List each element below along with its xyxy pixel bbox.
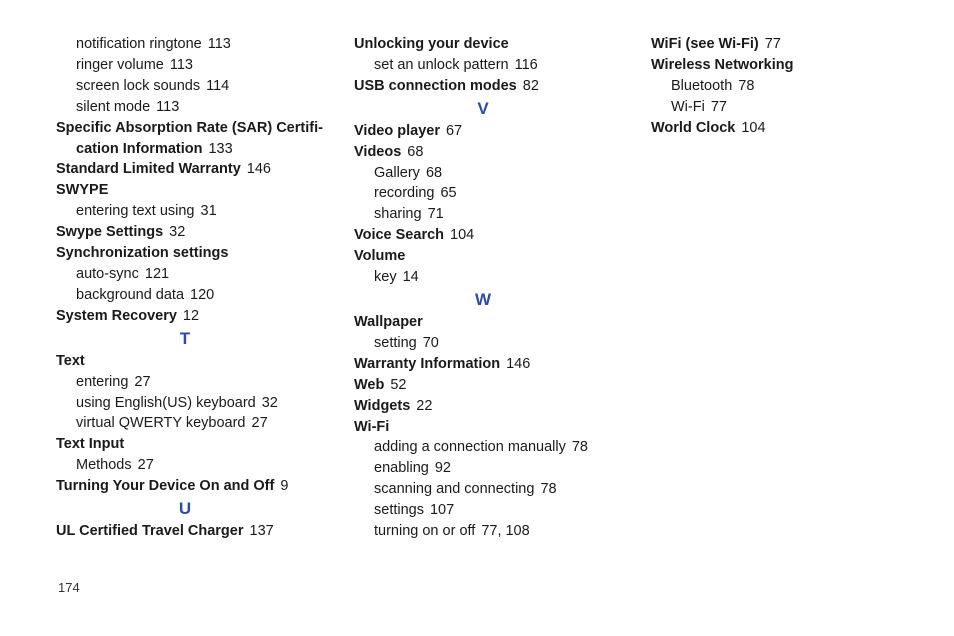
index-entry: [56, 180, 331, 201]
entry-page-ref[interactable]: 120: [190, 286, 215, 303]
entry-text: ringer volume: [76, 56, 164, 73]
index-entry: [354, 121, 629, 142]
index-subentry: [354, 163, 629, 184]
entry-text: USB connection modes: [354, 77, 517, 94]
entry-text: recording: [374, 185, 435, 202]
entry-text: virtual QWERTY keyboard: [76, 415, 246, 432]
entry-text: background data: [76, 286, 185, 303]
entry-text: Web: [354, 376, 385, 393]
index-subentry: [354, 437, 629, 458]
entry-text: key: [374, 269, 397, 286]
entry-text: scanning and connecting: [374, 481, 535, 498]
entry-text: Wallpaper: [354, 313, 423, 330]
entry-text: Methods: [76, 457, 132, 474]
index-subentry: [651, 76, 926, 97]
entry-page-ref[interactable]: 70: [422, 334, 439, 351]
entry-text: Turning Your Device On and Off: [56, 478, 275, 495]
entry-text: Warranty Information: [354, 355, 501, 372]
entry-page-ref[interactable]: 116: [514, 56, 538, 73]
entry-text: auto-sync: [76, 265, 139, 282]
entry-page-ref[interactable]: 52: [390, 376, 407, 393]
entry-text: WiFi (see Wi-Fi): [651, 36, 759, 52]
section-letter: T: [179, 328, 191, 348]
entry-text: Standard Limited Warranty: [56, 161, 241, 178]
entry-page-ref[interactable]: 32: [169, 224, 186, 241]
section-letter: W: [474, 289, 492, 309]
index-subentry: [354, 267, 629, 288]
entry-page-ref[interactable]: 27: [137, 457, 154, 474]
index-subentry: [354, 333, 629, 354]
entry-text: Volume: [354, 248, 406, 265]
section-letter: U: [178, 499, 192, 519]
index-entry: [56, 476, 331, 497]
entry-page-ref[interactable]: 27: [134, 373, 151, 390]
entry-page-ref[interactable]: 107: [429, 502, 455, 519]
index-entry: [56, 306, 331, 327]
index-entry: [354, 417, 629, 438]
entry-text: Text: [56, 352, 85, 369]
index-subentry: [56, 97, 331, 118]
entry-page-ref[interactable]: 104: [450, 227, 475, 244]
entry-page-ref[interactable]: 71: [427, 206, 444, 223]
index-entry: [354, 34, 629, 55]
index-subentry: [354, 521, 629, 542]
index-entry: [651, 34, 926, 55]
index-subentry: [354, 55, 629, 76]
entry-text: Voice Search: [354, 227, 445, 244]
page-number: 174: [58, 580, 80, 595]
index-entry: [354, 396, 629, 417]
entry-page-ref[interactable]: 12: [182, 307, 200, 324]
index-subentry: [56, 393, 331, 414]
entry-text: Gallery: [374, 164, 420, 181]
index-entry: [651, 118, 926, 139]
entry-text: Video player: [354, 122, 440, 139]
index-subentry: [56, 455, 331, 476]
entry-text: Wireless Networking: [651, 56, 794, 73]
entry-text: enabling: [374, 460, 429, 477]
entry-text: Swype Settings: [56, 224, 164, 241]
index-entry: [56, 521, 331, 542]
entry-page-ref[interactable]: 92: [434, 460, 451, 477]
entry-page-ref[interactable]: 78: [571, 439, 588, 456]
entry-page-ref[interactable]: 137: [249, 523, 274, 540]
index-subentry: [56, 201, 331, 222]
entry-page-ref[interactable]: 113: [169, 56, 193, 73]
index-entry: [651, 55, 926, 76]
entry-page-ref[interactable]: 133: [208, 140, 233, 157]
index-subentry: [56, 264, 331, 285]
entry-text: cation Information: [76, 140, 203, 157]
entry-page-ref[interactable]: 67: [445, 122, 463, 139]
index-entry: [354, 225, 629, 246]
entry-page-ref[interactable]: 146: [506, 355, 531, 372]
entry-page-ref[interactable]: 146: [246, 161, 271, 178]
entry-text: Widgets: [354, 397, 411, 414]
index-entry: [354, 354, 629, 375]
index-subentry: [354, 500, 629, 521]
index-entry: [56, 222, 331, 243]
entry-page-ref[interactable]: 78: [738, 77, 755, 94]
entry-text: turning on or off: [374, 523, 476, 540]
entry-text: entering: [76, 373, 129, 390]
entry-page-ref[interactable]: 32: [261, 394, 278, 411]
entry-text: using English(US) keyboard: [76, 394, 256, 411]
index-entry: [56, 139, 331, 160]
entry-page-ref[interactable]: 68: [407, 143, 424, 160]
index-subentry: [354, 204, 629, 225]
index-entry: [354, 142, 629, 163]
entry-page-ref[interactable]: 77: [764, 36, 781, 52]
entry-text: set an unlock pattern: [374, 56, 509, 73]
index-subentry: [651, 97, 926, 118]
index-entry: [354, 312, 629, 333]
index-subentry: [354, 458, 629, 479]
index-entry: [56, 159, 331, 180]
index-subentry: [56, 34, 331, 55]
entry-text: sharing: [374, 206, 422, 223]
index-subentry: [354, 183, 629, 204]
entry-page-ref[interactable]: 9: [280, 478, 289, 495]
entry-text: Bluetooth: [671, 77, 733, 94]
index-subentry: [56, 372, 331, 393]
entry-text: adding a connection manually: [374, 439, 566, 456]
entry-page-ref[interactable]: 14: [402, 269, 419, 286]
entry-page-ref[interactable]: 78: [540, 481, 557, 498]
entry-page-ref[interactable]: 27: [251, 415, 268, 432]
index-subentry: [56, 76, 331, 97]
entry-text: System Recovery: [56, 307, 177, 324]
entry-text: Videos: [354, 143, 402, 160]
entry-page-ref[interactable]: 22: [416, 397, 433, 414]
entry-page-ref[interactable]: 104: [741, 119, 766, 136]
entry-text: Unlocking your device: [354, 36, 509, 52]
entry-text: setting: [374, 334, 417, 351]
entry-text: SWYPE: [56, 182, 109, 199]
entry-text: Specific Absorption Rate (SAR) Certifi-: [56, 119, 323, 136]
index-subentry: [354, 479, 629, 500]
entry-page-ref[interactable]: 65: [440, 185, 457, 202]
index-column-1: [56, 34, 331, 542]
index-subentry: [56, 55, 331, 76]
entry-page-ref[interactable]: 114: [206, 77, 230, 94]
entry-page-ref[interactable]: 77: [710, 98, 727, 115]
entry-page-ref[interactable]: 113: [156, 98, 180, 115]
entry-text: UL Certified Travel Charger: [56, 523, 244, 540]
entry-text: notification ringtone: [76, 36, 202, 52]
entry-page-ref[interactable]: 77, 108: [481, 523, 530, 540]
index-entry: [56, 351, 331, 372]
index-subentry: [56, 413, 331, 434]
entry-text: Wi-Fi: [354, 418, 390, 435]
index-entry: [56, 434, 331, 455]
entry-page-ref[interactable]: 121: [144, 265, 170, 282]
entry-page-ref[interactable]: 68: [425, 164, 443, 181]
index-entry: [354, 375, 629, 396]
entry-text: entering text using: [76, 203, 195, 220]
index-entry: [354, 76, 629, 97]
index-column-2: [354, 34, 629, 542]
index-subentry: [56, 285, 331, 306]
index-entry: [354, 246, 629, 267]
entry-page-ref[interactable]: 82: [522, 77, 539, 94]
index-entry: [56, 118, 331, 139]
entry-text: World Clock: [651, 119, 736, 136]
index-column-3: [651, 34, 926, 139]
entry-text: screen lock sounds: [76, 77, 201, 94]
entry-page-ref[interactable]: 31: [200, 203, 217, 220]
entry-text: Synchronization settings: [56, 245, 229, 262]
entry-text: Text Input: [56, 436, 125, 453]
entry-text: settings: [374, 502, 424, 519]
entry-text: silent mode: [76, 98, 151, 115]
index-entry: [56, 243, 331, 264]
entry-text: Wi-Fi: [671, 98, 705, 115]
section-letter: V: [477, 98, 489, 118]
entry-page-ref[interactable]: 113: [207, 36, 231, 52]
